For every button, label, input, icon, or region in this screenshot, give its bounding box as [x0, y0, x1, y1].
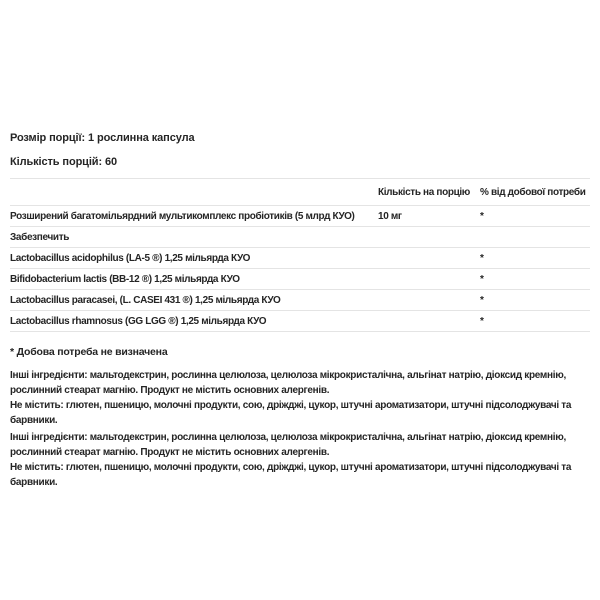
other-ingredients-paragraph [10, 368, 590, 428]
servings-count-value: 60 [105, 156, 118, 168]
table-row [10, 247, 590, 268]
serving-size-label: Розмір порції: [10, 132, 86, 144]
table-row [10, 289, 590, 310]
daily-value-footnote: * Добова потреба не визначена [10, 346, 168, 358]
serving-size-line [10, 132, 590, 145]
ingredient-daily-value: * [480, 252, 484, 264]
table-row [10, 205, 590, 226]
table-row [10, 310, 590, 332]
ingredient-amount: 10 мг [378, 210, 402, 222]
header-percent-daily-value: % від добової потреби [480, 186, 586, 198]
table-row [10, 268, 590, 289]
table-header-row [10, 178, 590, 205]
supplement-facts-table [10, 178, 590, 332]
servings-count-line [10, 156, 590, 169]
ingredient-daily-value: * [480, 315, 484, 327]
ingredient-name: Lactobacillus rhamnosus (GG LGG ®) 1,25 мільярда КУО [10, 315, 267, 327]
ingredient-name: Розширений багатомільярдний мультикомплекс пробіотиків (5 млрд КУО) [10, 210, 355, 222]
ingredient-name: Lactobacillus paracasei, (L. CASEI 431 ®) 1,25 мільярда КУО [10, 294, 281, 306]
ingredient-name: Забезпечить [10, 231, 70, 243]
ingredient-name: Bifidobacterium lactis (BB-12 ®) 1,25 мільярда КУО [10, 273, 240, 285]
does-not-contain-text: Не містить: глютен, пшеницю, молочні продукти, сою, дріжджі, цукор, штучні ароматизатори, штучні підсолоджувачі та барвники. [10, 462, 572, 488]
table-row [10, 226, 590, 247]
ingredient-daily-value: * [480, 294, 484, 306]
other-ingredients-text: Інші інгредієнти: мальтодекстрин, рослинна целюлоза, целюлоза мікрокристалічна, альгінат натрію, діоксид кремнію, рослинний стеарат магнію. Продукт не містить основних алергенів. [10, 432, 566, 458]
header-amount-per-serving: Кількість на порцію [378, 186, 471, 198]
servings-count-label: Кількість порцій: [10, 156, 103, 168]
serving-size-value: 1 рослинна капсула [88, 132, 195, 144]
other-ingredients-text: Інші інгредієнти: мальтодекстрин, рослинна целюлоза, целюлоза мікрокристалічна, альгінат натрію, діоксид кремнію, рослинний стеарат магнію. Продукт не містить основних алергенів. [10, 370, 566, 396]
does-not-contain-text: Не містить: глютен, пшеницю, молочні продукти, сою, дріжджі, цукор, штучні ароматизатори, штучні підсолоджувачі та барвники. [10, 400, 572, 426]
ingredient-daily-value: * [480, 210, 484, 222]
other-ingredients-paragraph [10, 430, 590, 490]
ingredient-name: Lactobacillus acidophilus (LA-5 ®) 1,25 мільярда КУО [10, 252, 251, 264]
ingredients-section [10, 368, 590, 490]
ingredient-daily-value: * [480, 273, 484, 285]
